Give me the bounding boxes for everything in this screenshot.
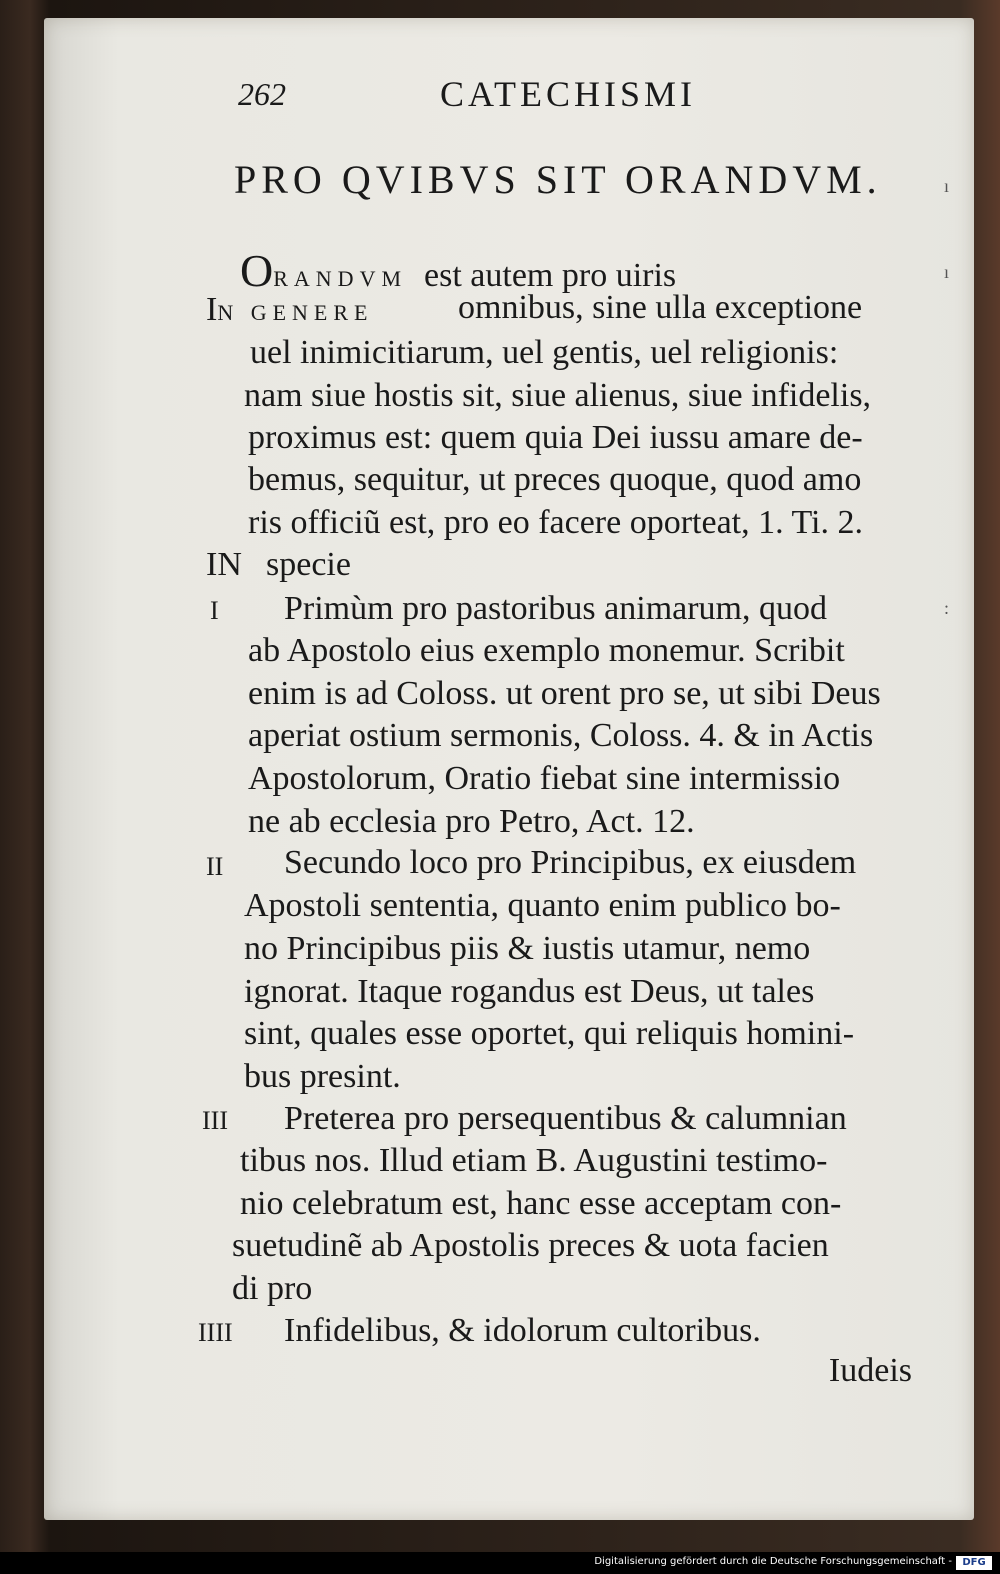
text-line: ris officiũ est, pro eo facere oporteat, 1. Ti. 2. <box>248 504 864 541</box>
text-line: di pro <box>232 1270 313 1307</box>
text-line: ne ab ecclesia pro Petro, Act. 12. <box>248 803 695 840</box>
drop-cap: O <box>240 245 274 296</box>
text-line: ignorat. Itaque rogandus est Deus, ut tales <box>244 973 815 1010</box>
text-line: no Principibus piis & iustis utamur, nemo <box>244 930 811 967</box>
text-line: aperiat ostium sermonis, Coloss. 4. & in Actis <box>248 717 874 754</box>
text-line: sint, quales esse oportet, qui reliquis homini- <box>244 1015 855 1052</box>
text-line: tibus nos. Illud etiam B. Augustini testimo- <box>240 1142 828 1179</box>
text-line: omnibus, sine ulla exceptione <box>458 289 863 326</box>
intro-text: est autem pro uiris <box>424 257 677 294</box>
text-line: nam siue hostis sit, siue alienus, siue infidelis, <box>244 377 872 414</box>
stray-mark: ı <box>944 176 950 196</box>
intro-line <box>240 245 677 296</box>
text-line: Preterea pro persequentibus & calumnian <box>284 1100 847 1137</box>
text-line: ab Apostolo eius exemplo monemur. Scribit <box>248 632 845 669</box>
margin-numeral: IIII <box>198 1318 233 1347</box>
dfg-logo: DFG <box>956 1556 992 1570</box>
text-line: Primùm pro pastoribus animarum, quod <box>284 590 828 627</box>
margin-numeral: I <box>210 596 219 625</box>
text-line: proximus est: quem quia Dei iussu amare de- <box>248 419 863 456</box>
text-line: enim is ad Coloss. ut orent pro se, ut sibi Deus <box>248 675 881 712</box>
text-line: Apostolorum, Oratio fiebat sine intermissio <box>248 760 841 797</box>
section-title: PRO QVIBVS SIT ORANDVM. <box>234 157 882 202</box>
stray-mark: : <box>944 598 950 618</box>
in-specie-text: specie <box>266 546 351 583</box>
page-number: 262 <box>238 76 286 112</box>
funding-credit: Digitalisierung gefördert durch die Deutsche Forschungsgemeinschaft - <box>594 1556 952 1567</box>
text-line: bus presint. <box>244 1058 401 1095</box>
catchword: Iudeis <box>828 1352 912 1389</box>
margin-numeral: II <box>206 852 224 881</box>
intro-smallcaps: RANDVM <box>273 266 408 291</box>
text-line: nio celebratum est, hanc esse acceptam con- <box>240 1185 842 1222</box>
in-specie-label: IN <box>206 546 242 583</box>
text-line: Secundo loco pro Principibus, ex eiusdem <box>284 844 857 881</box>
text-line: Apostoli sententia, quanto enim publico bo- <box>244 887 841 924</box>
margin-numeral: III <box>202 1106 228 1135</box>
in-genere-label: IN GENERE <box>206 291 374 328</box>
running-title: CATECHISMI <box>440 74 697 114</box>
stray-mark: ı <box>944 262 950 282</box>
text-line: suetudinẽ ab Apostolis preces & uota facien <box>232 1227 829 1264</box>
text-line: Infidelibus, & idolorum cultoribus. <box>284 1312 761 1349</box>
text-line: bemus, sequitur, ut preces quoque, quod amo <box>248 461 862 498</box>
text-line: uel inimicitiarum, uel gentis, uel religionis: <box>250 334 839 371</box>
